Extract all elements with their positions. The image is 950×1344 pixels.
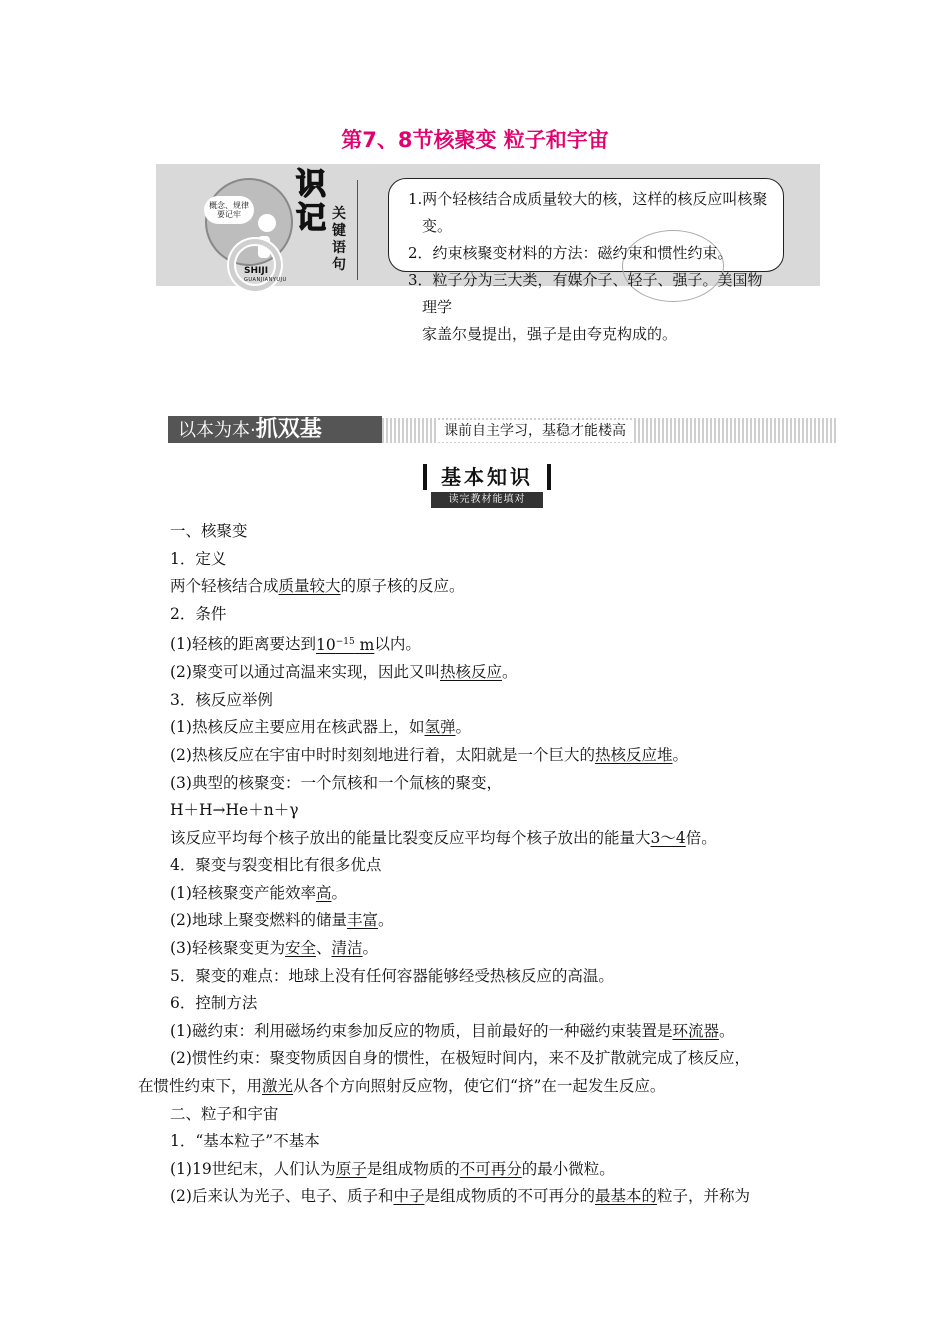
paragraph: (2)热核反应在宇宙中时时刻刻地进行着，太阳就是一个巨大的热核反应堆。 <box>170 745 688 764</box>
subheading: 3．核反应举例 <box>170 690 273 709</box>
paragraph: (1)轻核聚变产能效率高。 <box>170 883 347 902</box>
fill-blank: 原子 <box>335 1159 367 1178</box>
fill-blank: 3～4 <box>650 828 686 847</box>
subheading: 4．聚变与裂变相比有很多优点 <box>170 856 382 875</box>
fill-blank: 激光 <box>262 1077 294 1096</box>
paragraph: 在惯性约束下，用激光从各个方向照射反应物，使它们“挤”在一起发生反应。 <box>138 1077 666 1096</box>
page-title: 第7、8节核聚变 粒子和宇宙 <box>341 128 609 152</box>
equation: H＋H→He＋n＋γ <box>170 801 299 820</box>
note-line: 3．粒子分为三大类，有媒介子、轻子、强子。美国物 <box>408 271 763 289</box>
paragraph: (1)19世纪末，人们认为原子是组成物质的不可再分的最小微粒。 <box>170 1159 615 1178</box>
paragraph: 5．聚变的难点：地球上没有任何容器能够经受热核反应的高温。 <box>170 966 614 985</box>
paragraph: (2)后来认为光子、电子、质子和中子是组成物质的不可再分的最基本的粒子，并称为 <box>170 1187 751 1206</box>
bubble-text: 概念、规律 要记牢 <box>209 201 249 219</box>
key-notes <box>408 186 820 348</box>
section-subtitle: 课前自主学习，基稳才能楼高 <box>436 420 634 442</box>
logo-text: SHIJI <box>244 266 269 276</box>
section-heading: 一、核聚变 <box>170 522 248 540</box>
paragraph: (2)惯性约束：聚变物质因自身的惯性，在极短时间内，来不及扩散就完成了核反应， <box>170 1049 750 1068</box>
fill-blank: 高 <box>315 883 332 902</box>
paragraph: (1)热核反应主要应用在核武器上，如氢弹。 <box>170 718 471 737</box>
person-head-icon <box>258 214 276 232</box>
subheading: 2．条件 <box>170 604 227 623</box>
fill-blank: $10^{-15}$ m <box>315 635 375 654</box>
logo-subtext: GUANJIANYUJU <box>244 277 287 283</box>
fill-blank: 安全 <box>284 939 316 958</box>
body-content <box>138 518 818 1211</box>
section-heading: 二、粒子和宇宙 <box>170 1104 279 1123</box>
paragraph: 两个轻核结合成质量较大的原子核的反应。 <box>170 577 465 596</box>
subheading: 6．控制方法 <box>170 994 258 1013</box>
speech-bubble <box>204 196 254 224</box>
section-banner <box>168 416 382 443</box>
paragraph: (3)典型的核聚变：一个氘核和一个氚核的聚变， <box>170 773 502 792</box>
fill-blank: 清洁 <box>331 939 363 958</box>
paragraph: (1)轻核的距离要达到$10^{-15}$ m以内。 <box>170 635 421 654</box>
note-line: 家盖尔曼提出，强子是由夸克构成的。 <box>422 325 678 343</box>
section-banner-prefix: 以本为本· <box>178 420 256 441</box>
paragraph: (2)聚变可以通过高温来实现，因此又叫热核反应。 <box>170 663 518 682</box>
fill-blank: 中子 <box>393 1187 425 1206</box>
paragraph: 该反应平均每个核子放出的能量比裂变反应平均每个核子放出的能量大3～4倍。 <box>170 828 717 847</box>
fill-blank: 不可再分 <box>459 1159 522 1178</box>
fill-blank: 氢弹 <box>424 718 456 737</box>
note-line: 理学 <box>422 298 453 316</box>
basic-knowledge-title: 基本知识 <box>423 464 551 490</box>
subheading: 1．“基本粒子”不基本 <box>170 1132 320 1151</box>
note-line: 2．约束核聚变材料的方法：磁约束和惯性约束。 <box>408 244 733 262</box>
note-line: 变。 <box>422 217 453 235</box>
fill-blank: 热核反应堆 <box>594 745 673 764</box>
memorize-label: 识记 <box>296 167 326 236</box>
paragraph: (1)磁约束：利用磁场约束参加反应的物质，目前最好的一种磁约束装置是环流器。 <box>170 1021 735 1040</box>
key-phrase-label: 关键语句 <box>332 206 346 273</box>
fill-blank: 最基本的 <box>595 1187 658 1206</box>
note-line: 1.两个轻核结合成质量较大的核，这样的核反应叫核聚 <box>408 190 768 208</box>
paragraph: (2)地球上聚变燃料的储量丰富。 <box>170 911 394 930</box>
paragraph: (3)轻核聚变更为安全、清洁。 <box>170 939 379 958</box>
section-banner-bold: 抓双基 <box>255 417 322 442</box>
fill-blank: 环流器 <box>672 1021 719 1040</box>
fill-blank: 丰富 <box>346 911 378 930</box>
fill-blank: 热核反应 <box>439 663 502 682</box>
fill-blank: 质量较大 <box>278 577 341 596</box>
divider <box>357 180 358 280</box>
subheading: 1．定义 <box>170 549 227 568</box>
basic-knowledge-heading <box>423 464 551 508</box>
basic-knowledge-subtitle: 读完教材能填对 <box>431 492 543 508</box>
